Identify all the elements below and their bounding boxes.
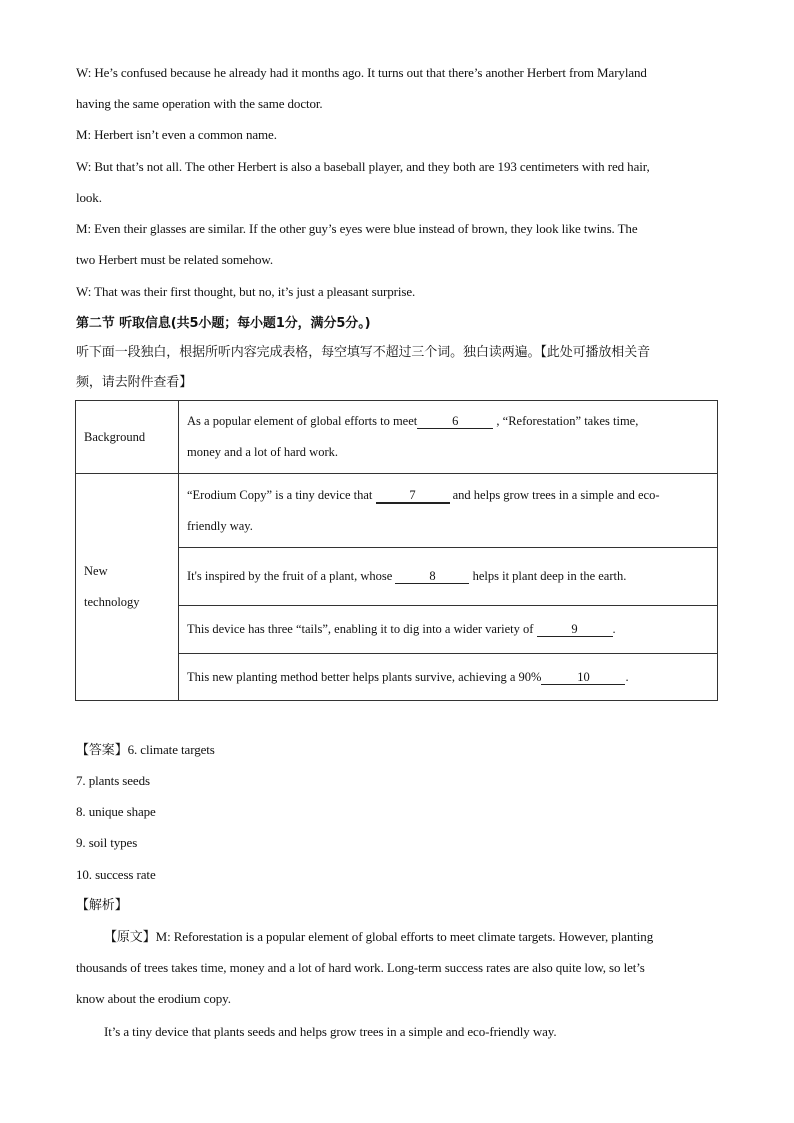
dialogue-line: M: Herbert isn’t even a common name. [76, 127, 277, 142]
blank-6: 6 [417, 414, 493, 429]
section-title: 第二节 听取信息(共5小题；每小题1分，满分5分。) [76, 316, 371, 331]
cell-text: helps it plant deep in the earth. [469, 569, 627, 583]
info-table [75, 400, 718, 701]
answer-10: 10. success rate [76, 867, 156, 882]
cell-text: This new planting method better helps plants survive, achieving a 90% [187, 669, 542, 684]
background-content-cell [179, 401, 718, 474]
cell-text: . [612, 622, 616, 636]
dialogue-line: W: He’s confused because he already had it months ago. It turns out that there’s another Herbert from Maryland [76, 65, 647, 80]
analysis-paragraph-line [104, 929, 653, 946]
new-technology-label: New [84, 564, 108, 578]
answer-label: 【答案】 [76, 743, 128, 758]
new-technology-label: technology [84, 595, 140, 609]
answer-8: 8. unique shape [76, 804, 156, 819]
blank-7: 7 [376, 488, 450, 504]
section-instruction: 听下面一段独白，根据所听内容完成表格，每空填写不超过三个词。独白读两遍。【此处可播放相关音 [76, 345, 651, 360]
cell-text: friendly way. [187, 518, 253, 533]
answer-line [76, 742, 215, 759]
cell-text: This device has three “tails”, enabling it to dig into a wider variety of [187, 622, 537, 636]
original-text-label: 【原文】 [104, 930, 156, 945]
dialogue-line: two Herbert must be related somehow. [76, 252, 273, 267]
cell-text: money and a lot of hard work. [187, 445, 339, 459]
dialogue-line: having the same operation with the same doctor. [76, 96, 323, 111]
row-7-cell [179, 474, 718, 548]
analysis-paragraph-line: It’s a tiny device that plants seeds and helps grow trees in a simple and eco-friendly way. [104, 1024, 557, 1039]
cell-text: , “Reforestation” takes time, [493, 414, 639, 428]
cell-text: . [625, 669, 629, 684]
blank-9: 9 [537, 622, 613, 637]
row-8-cell [179, 548, 718, 606]
answer-9: 9. soil types [76, 835, 138, 850]
dialogue-line: look. [76, 190, 102, 205]
section-instruction: 频，请去附件查看】 [76, 375, 193, 390]
blank-10: 10 [541, 670, 625, 685]
dialogue-line: W: But that’s not all. The other Herbert is also a baseball player, and they both are 193 centimeters with red hair, [76, 159, 650, 174]
row-9-cell [179, 606, 718, 654]
table-row [76, 401, 718, 474]
new-technology-label-cell [76, 474, 179, 701]
paragraph-text: M: Reforestation is a popular element of global efforts to meet climate targets. However, planting [155, 929, 654, 944]
dialogue-line: M: Even their glasses are similar. If the other guy’s eyes were blue instead of brown, they look like twins. The [76, 221, 638, 236]
background-label-cell [76, 401, 179, 474]
analysis-paragraph-line: thousands of trees takes time, money and a lot of hard work. Long-term success rates are also quite low, so let’s [76, 960, 645, 975]
answer-7: 7. plants seeds [76, 773, 150, 788]
answer-6: 6. climate targets [127, 742, 215, 757]
blank-8: 8 [395, 569, 469, 584]
cell-text: and helps grow trees in a simple and eco- [449, 487, 660, 502]
cell-text: “Erodium Copy” is a tiny device that [187, 487, 376, 502]
cell-text: It's inspired by the fruit of a plant, whose [187, 569, 396, 583]
analysis-paragraph-line: know about the erodium copy. [76, 991, 231, 1006]
table-row [76, 474, 718, 548]
dialogue-line: W: That was their first thought, but no, it’s just a pleasant surprise. [76, 284, 416, 299]
analysis-label: 【解析】 [76, 898, 128, 913]
background-label: Background [84, 429, 146, 444]
cell-text: As a popular element of global efforts to meet [187, 414, 418, 428]
row-10-cell [179, 654, 718, 701]
